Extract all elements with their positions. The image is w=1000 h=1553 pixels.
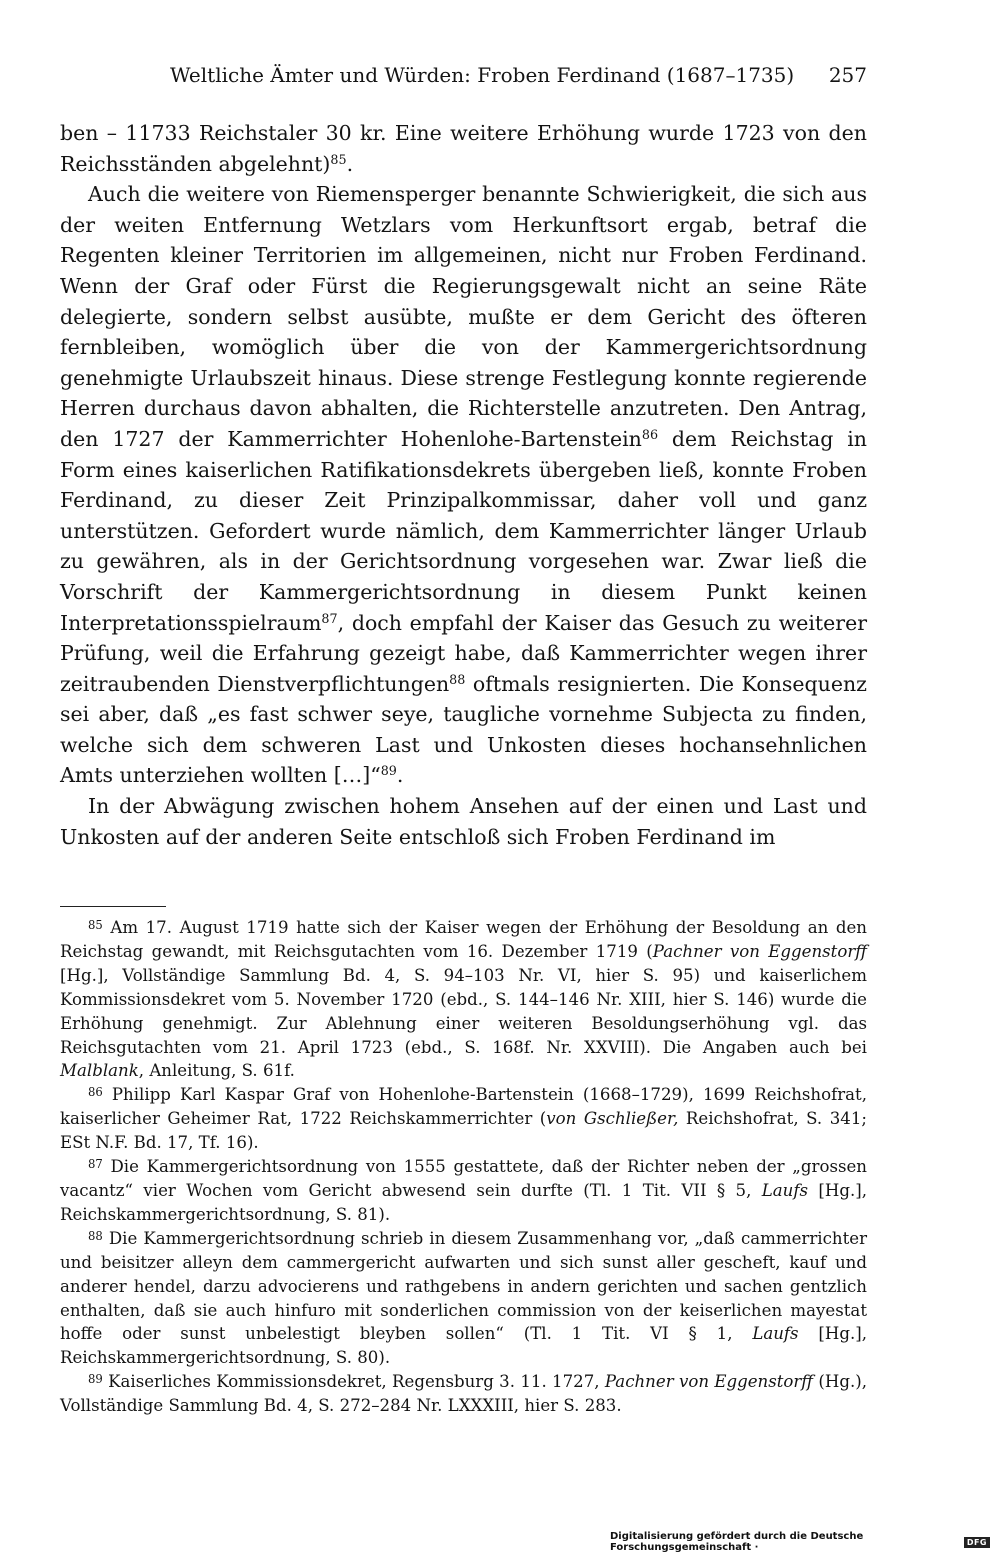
footnote-85: [60, 916, 867, 1083]
paragraph-2-text-d: oftmals resignierten. Die Konsequenz sei aber, daß „es fast schwer seye, taugliche vornehme Subjecta zu finden, welche sich dem schweren Last und Unkosten dieses hochansehnlichen Amts unterziehen wollten […]“: [60, 671, 867, 788]
footnote-author: Laufs: [761, 1180, 809, 1200]
footnote-author: von Gschließer,: [546, 1109, 679, 1129]
running-header: [170, 62, 867, 88]
footnote-ref-88[interactable]: 88: [449, 671, 466, 687]
footnote-ref-86[interactable]: 86: [641, 426, 659, 442]
paragraph-2-end: .: [396, 763, 404, 788]
paragraph-2-text-b: dem Reichstag in Form eines kaiserlichen Ratifikationsdekrets übergeben ließ, konnte Froben Ferdinand, zu dieser Zeit Prinzipalkommissar, daher voll und ganz unterstützen. Gefordert wurde nämlich, dem Kammerrichter länger Urlaub zu gewähren, als in der Gerichtsordnung vorgesehen war. Zwar ließ die Vorschrift der Kammergerichtsordnung in diesem Punkt keinen Interpretationsspielraum: [60, 426, 867, 635]
footnote-ref-87[interactable]: 87: [321, 610, 338, 626]
digitization-credit: [610, 1531, 990, 1553]
dfg-logo: DFG: [964, 1537, 990, 1548]
footnote-86: [60, 1083, 867, 1155]
running-title: Weltliche Ämter und Würden: Froben Ferdinand (1687–1735): [170, 63, 795, 87]
footnote-author: Malblank: [60, 1061, 139, 1081]
footnotes: [60, 916, 867, 1418]
paragraph-1: [60, 118, 867, 179]
footnote-number: 85: [88, 917, 103, 932]
footnote-text: Philipp Karl Kaspar Graf von Hohenlohe-Bartenstein (1668–1729), 1699 Reichshofrat, kaiserlicher Geheimer Rat, 1722 Reichskammerrichter (: [60, 1085, 867, 1129]
footnote-number: 87: [88, 1157, 103, 1171]
footnote-ref-89[interactable]: 89: [380, 763, 397, 779]
footnote-number: 88: [88, 1228, 103, 1243]
footnote-author: Pachner von Eggenstorff: [652, 941, 868, 961]
footnote-text: , Anleitung, S. 61f.: [138, 1061, 295, 1081]
footnote-88: [60, 1227, 867, 1370]
footnote-87: [60, 1155, 867, 1227]
footnote-number: 86: [88, 1085, 103, 1100]
footnote-separator: [60, 906, 166, 907]
footnote-text: Am 17. August 1719 hatte sich der Kaiser wegen der Erhöhung der Besoldung an den Reichstag gewandt, mit Reichsgutachten vom 16. Dezember 1719 (: [60, 918, 867, 961]
footnote-text: Die Kammergerichtsordnung von 1555 gestattete, daß der Richter neben der „grossen vacantz“ vier Wochen vom Gericht abwesend sein durfte (Tl. 1 Tit. VII § 5,: [60, 1157, 867, 1200]
paragraph-3: In der Abwägung zwischen hohem Ansehen auf der einen und Last und Unkosten auf der anderen Seite entschloß sich Froben Ferdinand im: [60, 794, 867, 849]
footnote-text: (Hg.), Vollständige Sammlung Bd. 4, S. 272–284 Nr. LXXXIII, hier S. 283.: [60, 1372, 867, 1416]
paragraph-2-text-a: Auch die weitere von Riemensperger benannte Schwierigkeit, die sich aus der weiten Entfernung Wetzlars vom Herkunftsort ergab, betraf die Regenten kleiner Territorien im allgemeinen, nicht nur Froben Ferdinand. Wenn der Graf oder Fürst die Regierungsgewalt nicht an seine Räte delegierte, sondern selbst ausübte, mußte er dem Gericht des öfteren fernbleiben, womöglich über die von der Kammergerichtsordnung genehmigte Urlaubszeit hinaus. Diese strenge Festlegung konnte regierende Herren durchaus davon abhalten, die Richterstelle anzutreten. Den Antrag, den 1727 der Kammerrichter Hohenlohe-Bartenstein: [60, 182, 867, 451]
footnote-text: [Hg.], Vollständige Sammlung Bd. 4, S. 94–103 Nr. VI, hier S. 95) und kaiserlichem Kommissionsdekret vom 5. November 1720 (ebd., S. 144–146 Nr. XIII, hier S. 146) wurde die Erhöhung genehmigt. Zur Ablehnung einer weiteren Besoldungserhöhung vgl. das Reichsgutachten vom 21. April 1723 (ebd., S. 168f. Nr. XXVIII). Die Angaben auch bei: [60, 965, 867, 1057]
footnote-text: [Hg.], Reichskammergerichtsordnung, S. 81).: [60, 1180, 867, 1224]
footnote-text: [Hg.], Reichskammergerichtsordnung, S. 80).: [60, 1324, 867, 1368]
footnote-number: 89: [88, 1372, 103, 1387]
footnote-author: Laufs: [752, 1324, 799, 1344]
footnote-text: Kaiserliches Kommissionsdekret, Regensburg 3. 11. 1727,: [102, 1372, 605, 1392]
paragraph-1-end: .: [346, 151, 354, 176]
footnote-author: Pachner von Eggenstorff: [604, 1372, 814, 1392]
footnote-ref-85[interactable]: 85: [330, 151, 347, 167]
footnote-89: [60, 1370, 867, 1418]
paragraph-2: [60, 179, 867, 791]
main-text: [60, 118, 867, 852]
page-number: 257: [828, 63, 867, 87]
paragraph-2-text-c: , doch empfahl der Kaiser das Gesuch zu weiterer Prüfung, weil die Erfahrung gezeigt habe, daß Kammerrichter wegen ihrer zeitraubenden Dienstverpflichtungen: [60, 610, 867, 696]
footnote-text: Die Kammergerichtsordnung schrieb in diesem Zusammenhang vor, „daß cammerrichter und beisitzer alleyn dem cammergericht aufwarten und sich sunst aller gescheft, kauf und anderer hendel, darzu advocierens und rathgebens in andern gerichten und sachen gentzlich enthalten, daß sie auch hinfuro mit sonderlichen commission von der keiserlichen mayestat hoffe oder sunst unbelestigt bleyben sollen“ (Tl. 1 Tit. VI § 1,: [60, 1228, 867, 1344]
credit-text: Digitalisierung gefördert durch die Deutsche Forschungsgemeinschaft ·: [610, 1531, 864, 1553]
footnote-text: Reichshofrat, S. 341; ESt N.F. Bd. 17, Tf. 16).: [60, 1109, 868, 1153]
paragraph-1-text: ben – 11733 Reichstaler 30 kr. Eine weitere Erhöhung wurde 1723 von den Reichsständen abgelehnt): [60, 121, 867, 176]
